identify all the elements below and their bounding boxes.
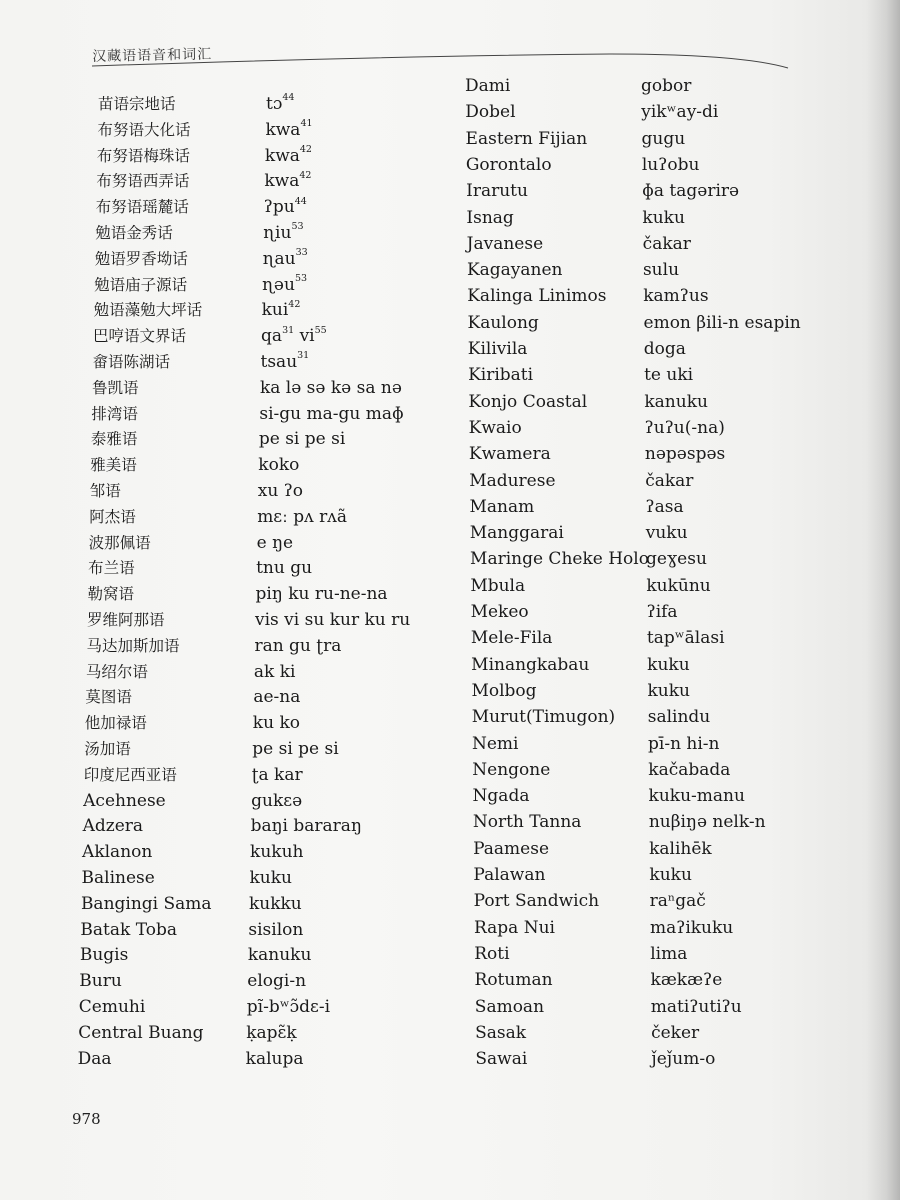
tone-superscript: 53 — [291, 221, 304, 233]
word-form — [642, 155, 700, 175]
tone-superscript: 44 — [282, 92, 295, 104]
word-form-text: luʔobu — [641, 154, 700, 175]
language-name: Kwamera — [468, 444, 551, 465]
word-form-text: vis vi su kur ku ru — [255, 610, 411, 630]
word-form-text: kwa — [265, 119, 301, 140]
word-form — [258, 481, 303, 501]
tone-superscript: 42 — [299, 169, 312, 181]
word-form — [646, 576, 710, 596]
word-form-text: ʔifa — [646, 602, 678, 622]
word-form — [264, 171, 311, 191]
word-form — [646, 549, 707, 569]
word-form-text: ka lə sə kə sa nə — [259, 377, 402, 398]
language-name: Mekeo — [470, 602, 529, 622]
word-form — [647, 681, 690, 701]
word-form-text: pī-n hi-n — [648, 733, 720, 754]
language-name: 印度尼西亚语 — [83, 765, 177, 784]
language-name: 布努语梅珠话 — [96, 146, 190, 165]
word-form-text: maʔikuku — [649, 917, 734, 938]
language-name: Dami — [465, 76, 511, 96]
word-form — [649, 812, 766, 832]
word-form — [651, 997, 742, 1017]
language-name: North Tanna — [472, 812, 582, 833]
word-form-text: ʔpu — [263, 197, 295, 218]
word-form — [254, 662, 296, 682]
language-name: Minangkabau — [471, 654, 590, 675]
language-name: 泰雅语 — [90, 430, 138, 449]
language-name: 鲁凯语 — [91, 378, 139, 397]
word-form — [644, 392, 708, 412]
language-name: 巴哼语文界话 — [93, 327, 187, 346]
language-name: 排湾语 — [91, 404, 138, 423]
word-form — [247, 997, 330, 1017]
word-form — [642, 129, 686, 149]
word-form-text: gukɛə — [251, 790, 303, 811]
word-form — [259, 429, 345, 449]
word-form — [651, 1023, 699, 1043]
word-form — [647, 628, 725, 648]
word-form-text: ʔuʔu(-na) — [644, 417, 725, 438]
language-name: Kilivila — [467, 339, 528, 359]
word-form — [259, 404, 403, 424]
word-form — [254, 636, 341, 656]
word-form-text: koko — [258, 455, 300, 476]
word-form — [266, 94, 294, 114]
language-name: Acehnese — [83, 790, 166, 811]
language-name: Kagayanen — [466, 260, 563, 281]
language-name: Daa — [77, 1048, 112, 1069]
tone-superscript: 31 — [282, 324, 295, 336]
language-name: Murut(Timugon) — [471, 707, 616, 728]
word-form-text: xu ʔo — [257, 481, 304, 501]
word-form — [248, 945, 312, 965]
word-form — [648, 734, 720, 754]
language-name: Adzera — [82, 816, 144, 837]
language-name: 布兰语 — [88, 559, 135, 578]
word-form-text: kanuku — [247, 945, 312, 966]
word-form-text: kækæʔe — [650, 970, 723, 991]
word-form — [641, 76, 691, 96]
language-name: Nemi — [472, 733, 519, 754]
word-form — [645, 418, 725, 438]
tone-superscript: 33 — [295, 247, 308, 259]
word-form-text: si-gu ma-gu maɸ — [259, 403, 404, 424]
word-form — [643, 234, 691, 254]
word-form — [251, 791, 302, 811]
language-name: Cemuhi — [78, 997, 146, 1017]
word-form-text: ʈa kar — [251, 764, 303, 785]
word-form — [250, 868, 293, 888]
word-form — [257, 533, 293, 553]
language-name: 邹语 — [89, 482, 121, 500]
language-name: Buru — [79, 971, 122, 992]
word-form-text: tsau — [260, 352, 298, 372]
tone-superscript: 53 — [294, 272, 308, 284]
word-form — [651, 1049, 715, 1069]
language-name: Aklanon — [82, 842, 153, 863]
word-form — [651, 970, 723, 990]
word-form-text: tnu gu — [256, 558, 313, 579]
word-form-text: baŋi bararaŋ — [250, 816, 362, 837]
word-form — [649, 786, 745, 806]
language-name: Palawan — [473, 865, 546, 885]
language-name: Eastern Fijian — [465, 128, 588, 149]
word-form — [246, 1023, 296, 1043]
word-form — [250, 842, 303, 862]
running-header-title: 汉藏语语音和词汇 — [92, 46, 213, 65]
word-form-text: kwa — [264, 171, 300, 192]
word-form-text: tɔ — [266, 94, 283, 114]
language-name: Kiribati — [468, 365, 534, 386]
word-form — [644, 365, 693, 385]
language-name: Dobel — [465, 102, 516, 123]
word-form — [263, 249, 308, 269]
page-edge-shadow — [866, 0, 900, 1200]
word-form — [647, 655, 690, 675]
language-name: 汤加语 — [84, 740, 131, 758]
word-form — [261, 352, 310, 372]
word-form — [650, 918, 733, 938]
word-form-text: kačabada — [648, 759, 731, 780]
word-form-text: kukku — [248, 893, 302, 914]
language-name: Rapa Nui — [473, 917, 555, 938]
language-name: Kaulong — [467, 312, 539, 333]
word-form-text: kuku — [647, 654, 690, 675]
word-form-text: doga — [643, 339, 686, 359]
word-form-text: ǰeǰum-o — [651, 1049, 716, 1070]
language-name: Rotuman — [474, 970, 553, 991]
word-form — [253, 687, 300, 707]
word-form-text: salindu — [647, 707, 711, 728]
word-form-text: kuku — [642, 207, 685, 228]
word-form — [648, 760, 730, 780]
word-form-text: matiʔutiʔu — [650, 996, 742, 1017]
word-form — [247, 971, 306, 991]
word-form — [645, 444, 725, 464]
word-form — [642, 208, 685, 228]
tone-superscript: 31 — [297, 350, 310, 362]
word-form — [257, 507, 347, 527]
language-name: Kwaio — [468, 417, 522, 438]
language-name: Madurese — [469, 470, 556, 491]
word-form-text: tapʷālasi — [646, 628, 725, 649]
word-form-text: lima — [650, 943, 688, 964]
language-name: Konjo Coastal — [468, 391, 588, 412]
word-form-text: čakar — [642, 233, 691, 254]
language-name: Paamese — [473, 838, 550, 859]
word-form-text: nəpəspəs — [644, 444, 726, 465]
language-name: Nengone — [472, 759, 551, 780]
language-name: Isnag — [466, 207, 514, 228]
tone-superscript: 41 — [300, 118, 313, 130]
word-form-text: vuku — [645, 523, 688, 544]
language-name: 他加禄语 — [84, 714, 147, 733]
language-name: Mbula — [470, 575, 526, 596]
language-name: 勉语金秀话 — [95, 224, 173, 242]
word-form — [253, 713, 300, 733]
word-form — [646, 523, 688, 543]
word-form — [265, 120, 312, 140]
word-form — [648, 707, 711, 727]
language-name: Bangingi Sama — [80, 893, 212, 914]
tone-superscript: 42 — [288, 298, 301, 310]
language-name: Maringe Cheke Holo — [470, 549, 649, 570]
word-form — [249, 894, 302, 914]
tone-superscript: 44 — [294, 195, 307, 207]
language-name: Port Sandwich — [473, 891, 600, 912]
word-form-text: kukūnu — [646, 575, 711, 596]
word-form — [258, 455, 299, 475]
word-form-text: ak ki — [253, 661, 296, 682]
word-form — [647, 602, 678, 622]
word-form-text: kalihēk — [649, 838, 712, 859]
word-form-text: ku ko — [252, 713, 300, 734]
word-form-text: te uki — [644, 365, 694, 386]
word-form-text: kwa — [264, 145, 300, 166]
language-name: 勉语罗香坳话 — [94, 249, 188, 268]
word-form-text: e ŋe — [256, 532, 294, 553]
word-form — [649, 839, 712, 859]
word-form-text: kanuku — [644, 391, 708, 412]
language-name: 莫图语 — [85, 688, 132, 707]
language-name: 布努语西弄话 — [96, 172, 190, 191]
word-form-text: kukuh — [250, 842, 304, 863]
word-form-text: ḳapɛ̃ḳ — [246, 1022, 297, 1043]
word-form-text: nuβiŋə nelk-n — [648, 812, 766, 833]
word-form-text: kuku — [647, 680, 690, 701]
language-name: Gorontalo — [465, 154, 552, 175]
word-form-text: ʔasa — [645, 496, 684, 517]
language-name: 阿杰语 — [89, 507, 136, 526]
language-name: Kalinga Linimos — [467, 286, 607, 307]
word-form-text: pe si pe si — [258, 429, 346, 450]
word-form-text: elogi-n — [247, 971, 307, 992]
word-form-text: ran gu ʈra — [254, 635, 342, 656]
language-name: Bugis — [79, 945, 129, 966]
word-form — [255, 610, 410, 630]
language-name: 布努语大化话 — [97, 120, 191, 139]
word-form — [264, 143, 312, 166]
word-form — [650, 944, 687, 964]
word-form — [642, 181, 739, 201]
word-form-text: ɳəu — [262, 274, 295, 295]
language-name: Ngada — [472, 786, 530, 807]
language-name: Samoan — [474, 996, 545, 1017]
word-form — [262, 272, 308, 295]
word-form — [264, 197, 307, 217]
word-form-text: ɸa tagərirə — [642, 181, 740, 202]
word-form — [643, 286, 708, 306]
tone-superscript: 42 — [299, 143, 312, 155]
word-form — [644, 339, 686, 359]
word-form — [252, 739, 338, 759]
word-form-text: vi — [294, 326, 315, 347]
word-form-text: čakar — [645, 470, 694, 491]
word-form-text: yikʷay-di — [641, 102, 719, 123]
language-name: Sasak — [475, 1022, 527, 1043]
language-name: Central Buang — [78, 1022, 204, 1043]
word-form-text: gobor — [641, 76, 692, 96]
language-name: Sawai — [475, 1049, 528, 1070]
language-name: 勒窝语 — [87, 585, 135, 604]
word-form — [251, 816, 362, 836]
tone-superscript: 55 — [314, 324, 327, 336]
word-form-text: emon βili-n esapin — [643, 312, 801, 333]
language-name: Irarutu — [466, 181, 528, 202]
word-form — [256, 584, 388, 604]
word-form — [645, 497, 683, 517]
language-name: 马绍尔语 — [85, 662, 148, 681]
language-name: Manam — [469, 496, 535, 517]
word-form — [256, 558, 312, 578]
language-name: 畲语陈湖话 — [92, 353, 171, 371]
language-name: Roti — [474, 943, 510, 964]
word-form-text: sulu — [642, 260, 680, 281]
word-form-text: kuku — [649, 865, 692, 885]
word-form — [260, 378, 402, 398]
language-name: Javanese — [466, 233, 544, 254]
header-rule — [90, 44, 790, 74]
language-name: Molbog — [471, 680, 537, 701]
word-form-text: kuku — [249, 868, 292, 888]
word-form-text: kamʔus — [643, 286, 709, 307]
language-name: Balinese — [81, 868, 155, 888]
word-form-text: pĩ-bʷɔ̃dɛ-i — [246, 997, 331, 1017]
word-form-text: kuku-manu — [648, 786, 745, 807]
word-form — [645, 471, 693, 491]
word-form-text: čeker — [651, 1022, 700, 1043]
word-form-text: piŋ ku ru-ne-na — [255, 584, 388, 605]
word-form-text: pe si pe si — [252, 739, 339, 759]
word-form-text: sisilon — [248, 919, 304, 940]
word-form — [252, 765, 303, 785]
word-form-text: mɛː pʌ rʌã — [257, 506, 348, 527]
language-name: 布努语瑶麓话 — [95, 198, 189, 217]
word-form — [643, 260, 679, 280]
language-name: 马达加斯加语 — [86, 636, 180, 655]
word-form — [246, 1049, 304, 1069]
language-name: 勉语藻勉大坪话 — [93, 301, 203, 320]
language-name: 波那佩语 — [88, 533, 151, 552]
word-form-text: ae-na — [253, 687, 301, 708]
language-name: 苗语宗地话 — [98, 95, 176, 113]
word-form — [261, 326, 327, 346]
word-form-text: ɳau — [262, 248, 296, 269]
word-form-text: gugu — [641, 128, 686, 149]
word-form-text: ɳiu — [263, 223, 292, 243]
language-name: Batak Toba — [80, 919, 177, 940]
language-name: Manggarai — [469, 523, 564, 544]
word-form-text: raⁿgač — [649, 891, 706, 912]
page-number: 978 — [72, 1110, 101, 1128]
word-form-text: geɣesu — [646, 549, 707, 570]
word-form-text: qa — [261, 326, 283, 347]
word-form — [263, 223, 303, 243]
language-name: Mele-Fila — [470, 628, 553, 649]
language-name: 雅美语 — [90, 456, 137, 475]
language-name: 勉语庙子源话 — [94, 275, 188, 294]
word-form-text: kalupa — [245, 1048, 304, 1069]
word-form — [649, 865, 692, 885]
word-form — [650, 891, 706, 911]
word-form — [262, 300, 301, 320]
word-form — [644, 313, 801, 333]
word-form — [641, 102, 718, 122]
word-form — [248, 920, 303, 940]
language-name: 罗维阿那语 — [87, 611, 165, 629]
word-form-text: kui — [261, 300, 289, 321]
